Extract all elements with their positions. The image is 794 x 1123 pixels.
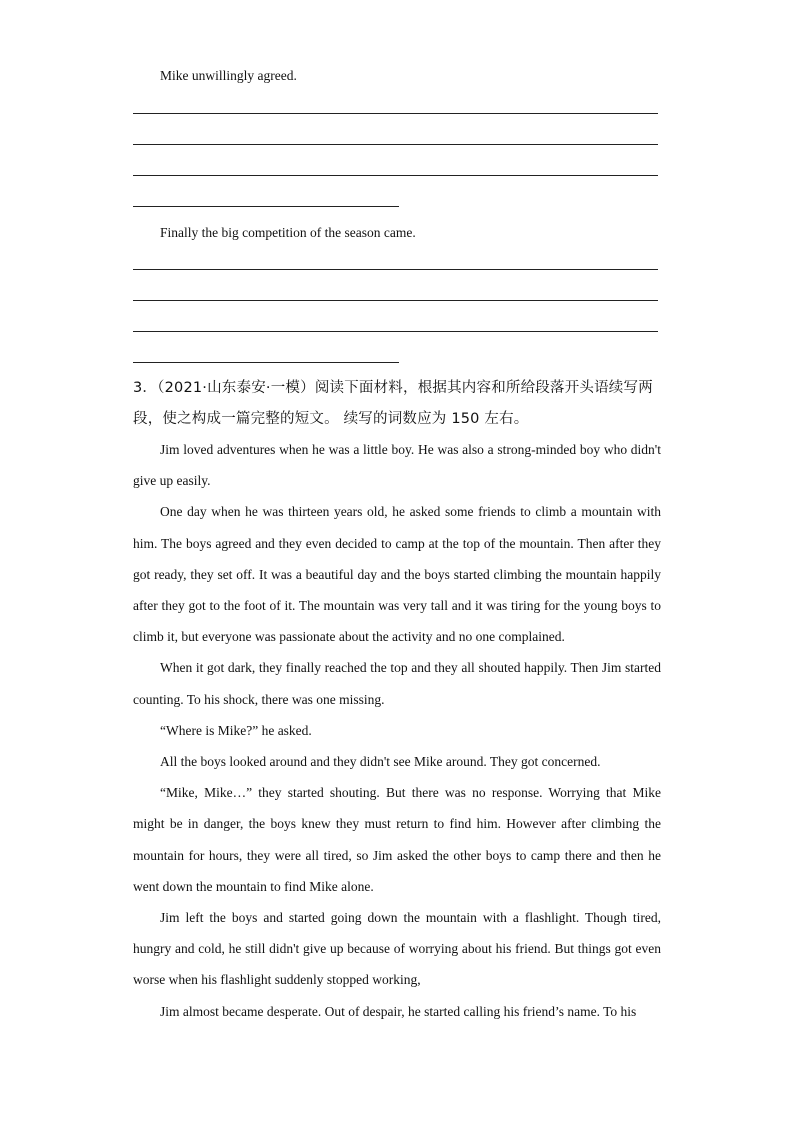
passage-paragraph: One day when he was thirteen years old, he asked some friends to climb a mountain with him. The boys agreed and they even decided to camp at the top of the mountain. Then after they got ready, they set off. It was a beautiful day and the boys started climbing the mountain happily after they got to the foot of it. The mountain was very tall and it was tiring for the young boys to climb it, but everyone was passionate about the activity and no one complained. — [133, 504, 661, 645]
question-source: （2021·山东泰安·一模） — [157, 380, 315, 396]
passage-paragraph: All the boys looked around and they didn't see Mike around. They got concerned. — [160, 754, 601, 770]
continuation-prompt-1: Mike unwillingly agreed. — [160, 68, 297, 83]
answer-line — [133, 144, 658, 145]
question-number: 3． — [133, 380, 158, 396]
answer-line — [133, 113, 658, 114]
answer-line — [133, 331, 658, 332]
passage-paragraph: “Mike, Mike…” they started shouting. But there was no response. Worrying that Mike might be in danger, the boys knew they must return to find him. However after climbing the mountain for hours, they were all tired, so Jim asked the other boys to camp there and then he went down the mountain to find Mike alone. — [133, 785, 661, 894]
answer-line — [133, 362, 399, 363]
answer-line — [133, 300, 658, 301]
passage-paragraph: Jim loved adventures when he was a little boy. He was also a strong-minded boy who didn't give up easily. — [133, 442, 661, 489]
answer-line — [133, 269, 658, 270]
passage-paragraph: “Where is Mike?” he asked. — [160, 722, 312, 738]
reading-passage — [133, 434, 661, 1027]
question-heading — [133, 373, 663, 435]
passage-paragraph: When it got dark, they finally reached the top and they all shouted happily. Then Jim started counting. To his shock, there was one missing. — [133, 660, 661, 707]
continuation-prompt-2: Finally the big competition of the season came. — [160, 225, 416, 240]
question-instruction: 阅读下面材料，根据其内容和所给段落开头语续写两段，使之构成一篇完整的短文。 续写的词数应为 150 左右。 — [133, 380, 653, 427]
passage-paragraph: Jim left the boys and started going down the mountain with a flashlight. Though tired, hungry and cold, he still didn't give up because of worrying about his friend. But things got even worse when his flashlight suddenly stopped working, — [133, 910, 661, 988]
answer-line — [133, 175, 658, 176]
passage-paragraph: Jim almost became desperate. Out of despair, he started calling his friend’s name. To his — [160, 1003, 637, 1019]
answer-line — [133, 206, 399, 207]
